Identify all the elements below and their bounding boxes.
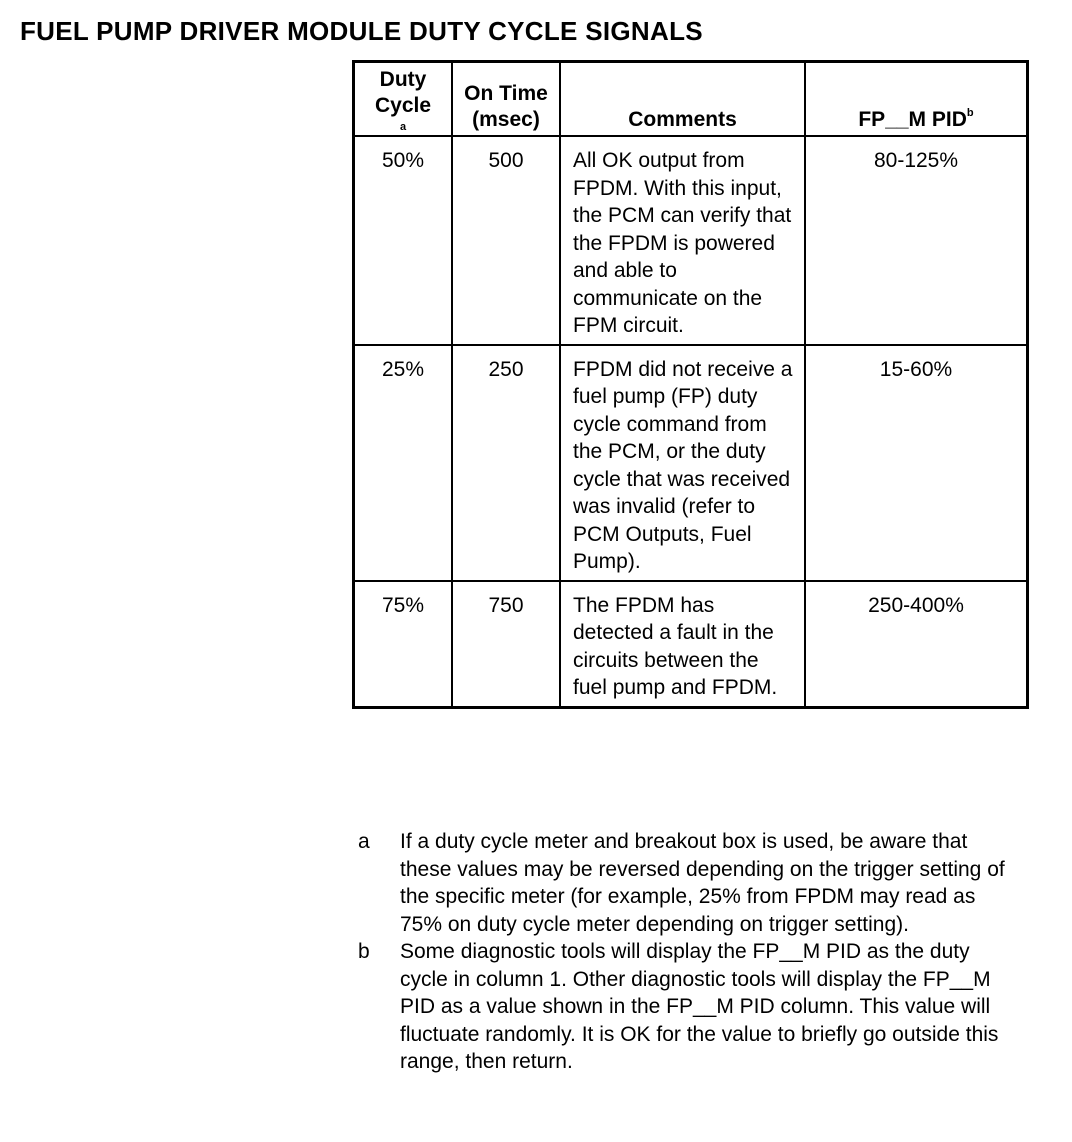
footnote-letter: a bbox=[358, 830, 370, 853]
table-header-row bbox=[354, 62, 1028, 137]
duty-cycle-cell: 25% bbox=[354, 345, 453, 581]
on-time-cell: 500 bbox=[452, 136, 560, 345]
duty-cycle-cell: 75% bbox=[354, 581, 453, 708]
fp-m-pid-cell: 15-60% bbox=[805, 345, 1028, 581]
fp-m-pid-cell: 80-125% bbox=[805, 136, 1028, 345]
page-title: FUEL PUMP DRIVER MODULE DUTY CYCLE SIGNALS bbox=[20, 16, 703, 46]
footnote-text: Some diagnostic tools will display the FP__M PID as the duty cycle in column 1. Other diagnostic tools will display the FP__M PID as a value shown in the FP__M PID column. This value will fluctuate randomly. It is OK for the value to briefly go outside this range, then return. bbox=[400, 940, 999, 1073]
duty-cycle-footnote-marker: a bbox=[399, 121, 407, 133]
fp-m-pid-header-label: FP__M PID bbox=[858, 108, 967, 131]
footnote-letter: b bbox=[358, 940, 370, 963]
table-row bbox=[354, 581, 1028, 708]
footnote-b bbox=[358, 938, 1018, 1076]
duty-cycle-table bbox=[352, 60, 1029, 709]
comments-cell: The FPDM has detected a fault in the circuits between the fuel pump and FPDM. bbox=[560, 581, 805, 708]
footnote-text: If a duty cycle meter and breakout box is used, be aware that these values may be reversed depending on the trigger setting of the specific meter (for example, 25% from FPDM may read as 75% on duty cycle meter depending on trigger setting). bbox=[400, 830, 1005, 936]
on-time-header-label: On Time (msec) bbox=[464, 82, 548, 131]
column-header-fp-m-pid bbox=[805, 62, 1028, 137]
fp-m-pid-cell: 250-400% bbox=[805, 581, 1028, 708]
column-header-on-time bbox=[452, 62, 560, 137]
comments-header-label: Comments bbox=[628, 108, 737, 131]
comments-cell: FPDM did not receive a fuel pump (FP) duty cycle command from the PCM, or the duty cycle that was received was invalid (refer to PCM Outputs, Fuel Pump). bbox=[560, 345, 805, 581]
comments-cell: All OK output from FPDM. With this input, the PCM can verify that the FPDM is powered and able to communicate on the FPM circuit. bbox=[560, 136, 805, 345]
footnote-a bbox=[358, 828, 1018, 938]
on-time-cell: 250 bbox=[452, 345, 560, 581]
column-header-duty-cycle bbox=[354, 62, 453, 137]
column-header-comments bbox=[560, 62, 805, 137]
duty-cycle-cell: 50% bbox=[354, 136, 453, 345]
duty-cycle-header-label: Duty Cycle bbox=[374, 68, 432, 117]
on-time-cell: 750 bbox=[452, 581, 560, 708]
table-row bbox=[354, 345, 1028, 581]
table-row bbox=[354, 136, 1028, 345]
fp-m-pid-footnote-marker: b bbox=[966, 107, 974, 119]
footnotes bbox=[358, 828, 1018, 1076]
